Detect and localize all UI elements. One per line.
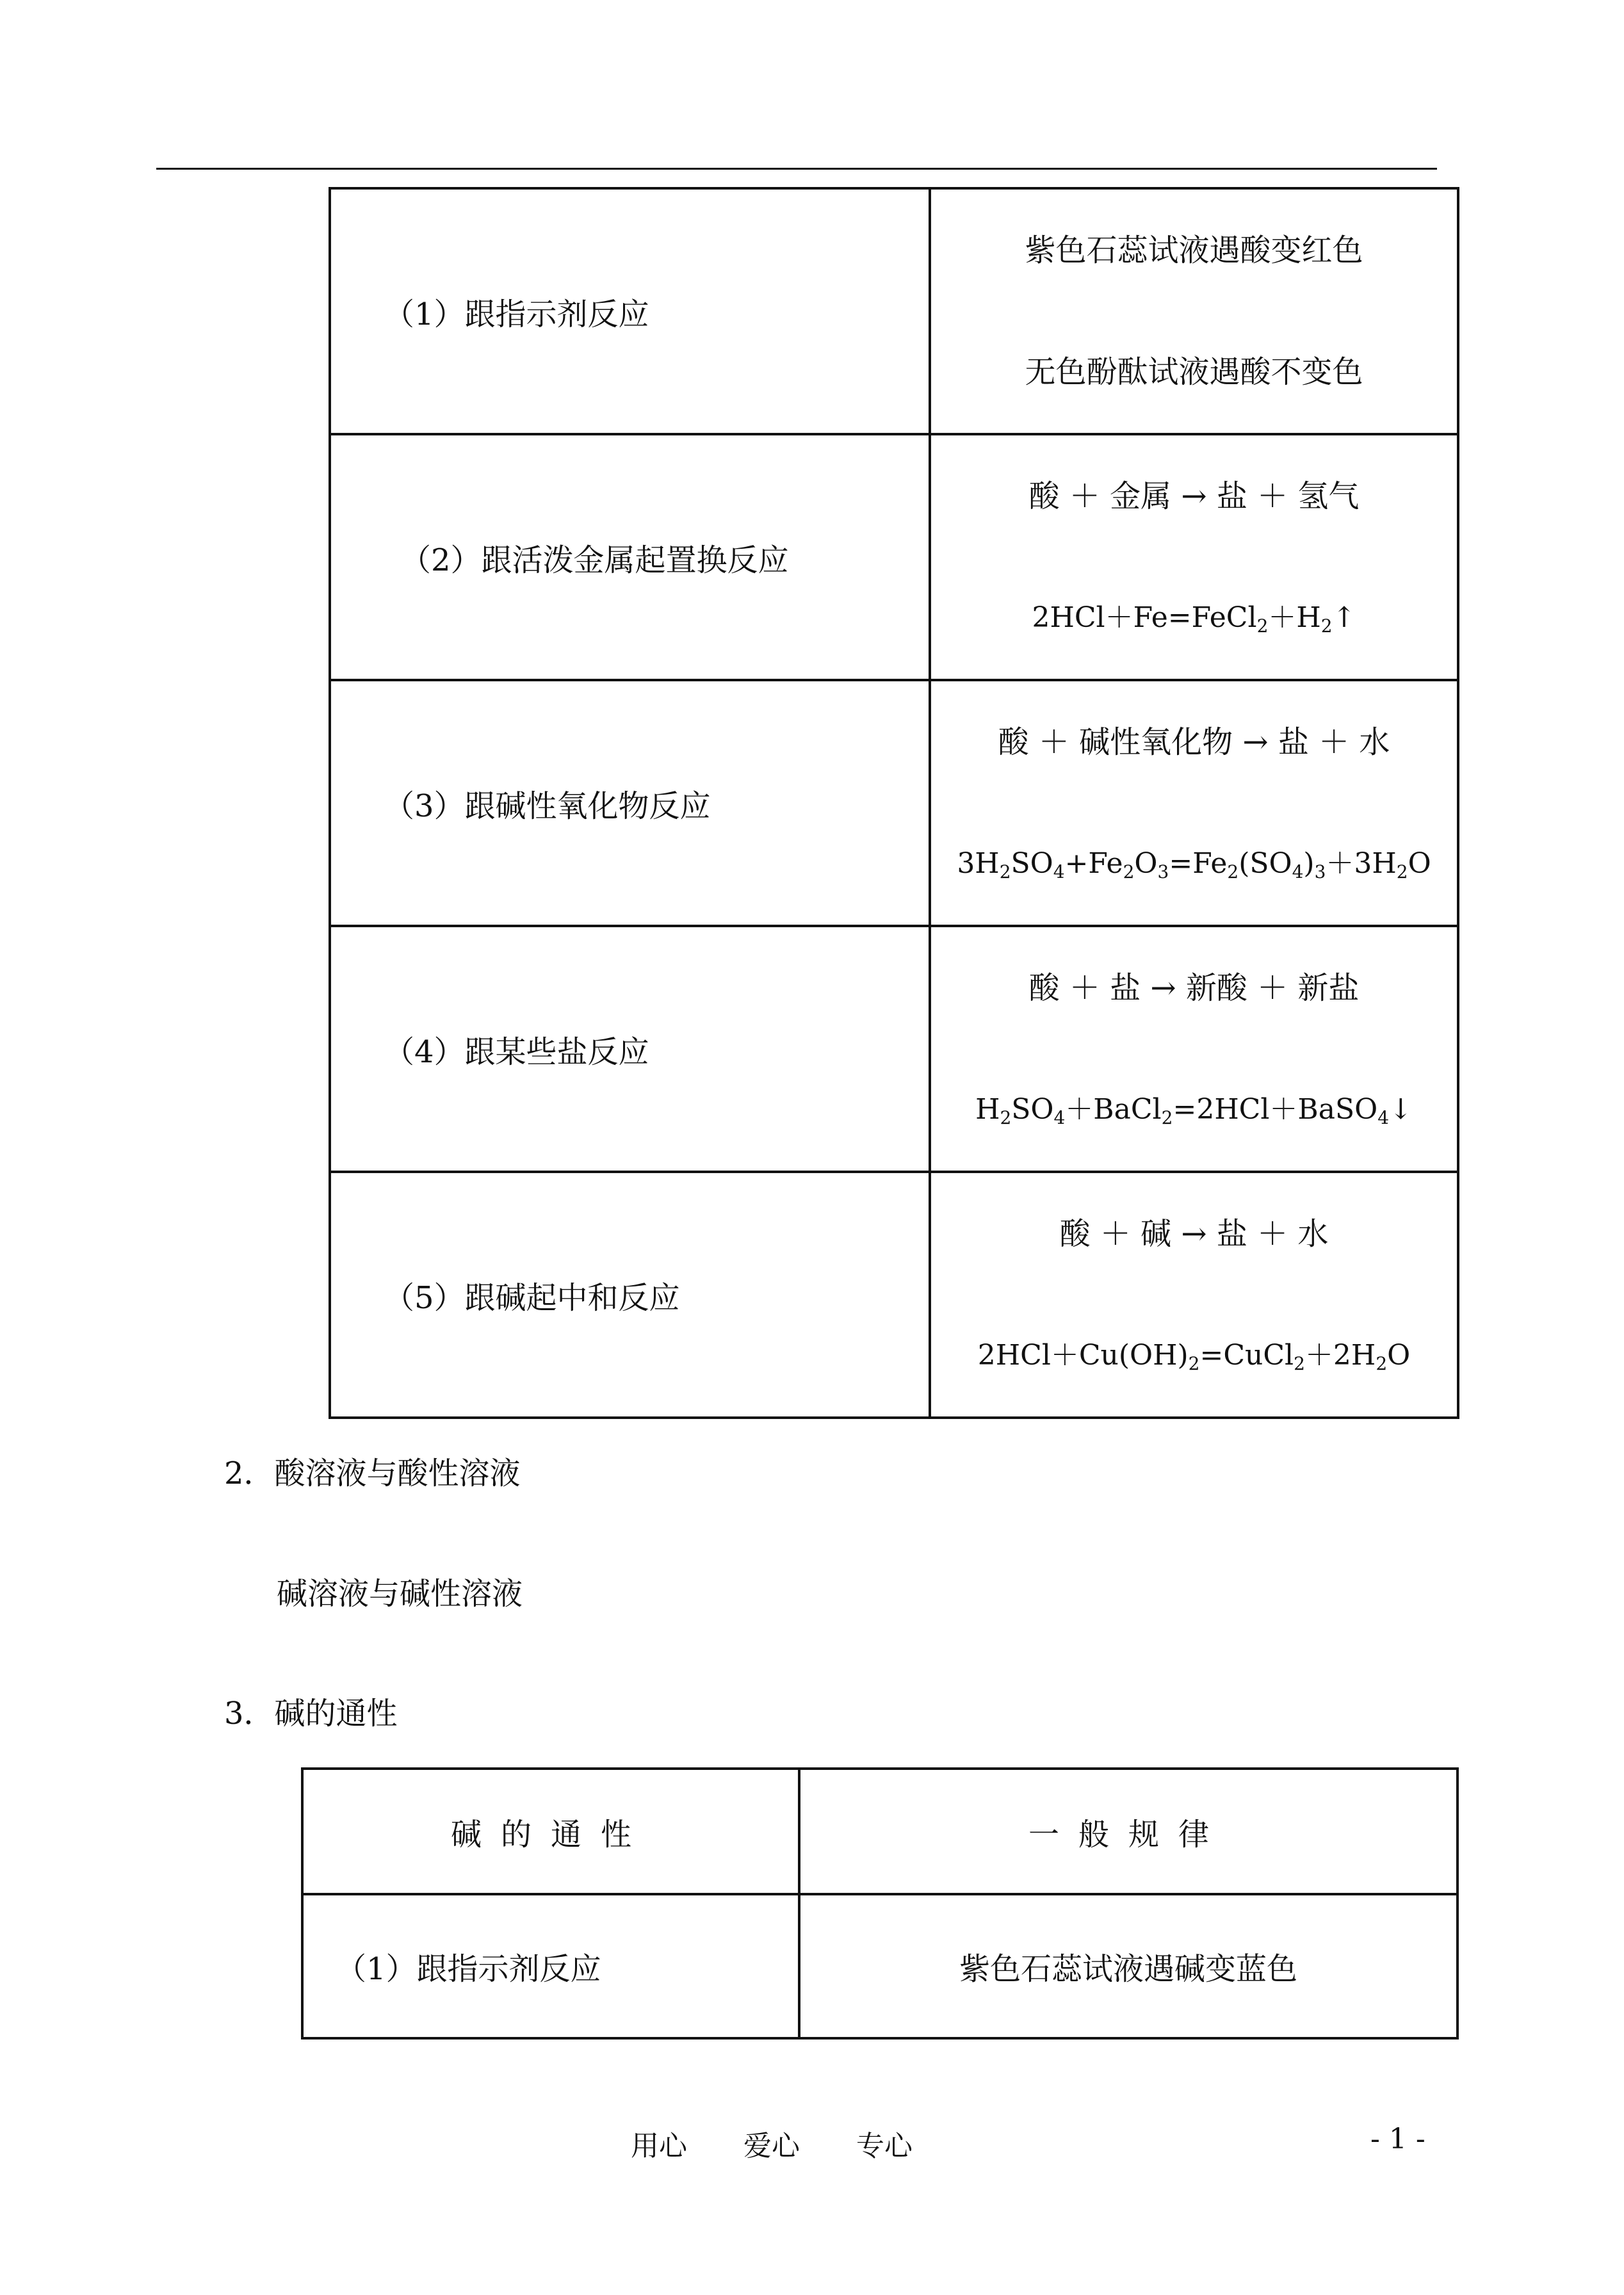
acid-properties-table bbox=[329, 187, 1459, 1419]
property-rule: 酸 ＋ 碱 → 盐 ＋ 水 $2HCl+Cu(OH)_2=CuCl_2+2H_2O$ bbox=[930, 1172, 1458, 1418]
table-header-row bbox=[302, 1769, 1458, 1894]
equation: $2HCl+Fe=FeCl_2+H_2↑$ bbox=[1032, 601, 1356, 637]
table-row bbox=[302, 1894, 1458, 2038]
property-rule: 紫色石蕊试液遇酸变红色 无色酚酞试液遇酸不变色 bbox=[930, 188, 1458, 434]
table-row bbox=[330, 1172, 1458, 1418]
property-label: （1）跟指示剂反应 bbox=[302, 1894, 799, 2038]
table-row bbox=[330, 188, 1458, 434]
property-rule: 紫色石蕊试液遇碱变蓝色 bbox=[799, 1894, 1458, 2038]
equation: $3H_2SO_4+Fe_2O_3=Fe_2(SO_4)_3+3H_2O$ bbox=[957, 847, 1431, 882]
column-header: 碱的通性 bbox=[302, 1769, 799, 1894]
property-label: （3）跟碱性氧化物反应 bbox=[330, 680, 930, 926]
property-label: （5）跟碱起中和反应 bbox=[330, 1172, 930, 1418]
table-row bbox=[330, 680, 1458, 926]
table-row bbox=[330, 926, 1458, 1172]
property-label: （1）跟指示剂反应 bbox=[330, 188, 930, 434]
property-rule: 酸 ＋ 金属 → 盐 ＋ 氢气 $2HCl+Fe=FeCl_2+H_2↑$ bbox=[930, 434, 1458, 680]
equation: $H_2SO_4+BaCl_2=2HCl+BaSO_4↓$ bbox=[975, 1093, 1413, 1128]
property-rule: 酸 ＋ 盐 → 新酸 ＋ 新盐 $H_2SO_4+BaCl_2=2HCl+BaSO_4↓$ bbox=[930, 926, 1458, 1172]
page-number: - 1 - bbox=[1370, 2123, 1425, 2155]
base-properties-table bbox=[301, 1767, 1459, 2040]
column-header: 一般规律 bbox=[799, 1769, 1458, 1894]
header-rule bbox=[156, 168, 1437, 170]
section-2-line: 碱溶液与碱性溶液 bbox=[277, 1576, 523, 1612]
property-rule: 酸 ＋ 碱性氧化物 → 盐 ＋ 水 $3H_2SO_4+Fe_2O_3=Fe_2(SO_4)_3+3H_2O$ bbox=[930, 680, 1458, 926]
section-3-title: 3．碱的通性 bbox=[224, 1696, 398, 1731]
footer-motto: 用心 爱心 专心 bbox=[631, 2130, 913, 2162]
equation: $2HCl+Cu(OH)_2=CuCl_2+2H_2O$ bbox=[977, 1339, 1411, 1374]
property-label: （4）跟某些盐反应 bbox=[330, 926, 930, 1172]
property-label: （2）跟活泼金属起置换反应 bbox=[330, 434, 930, 680]
table-row bbox=[330, 434, 1458, 680]
section-2-title: 2．酸溶液与酸性溶液 bbox=[224, 1456, 521, 1491]
